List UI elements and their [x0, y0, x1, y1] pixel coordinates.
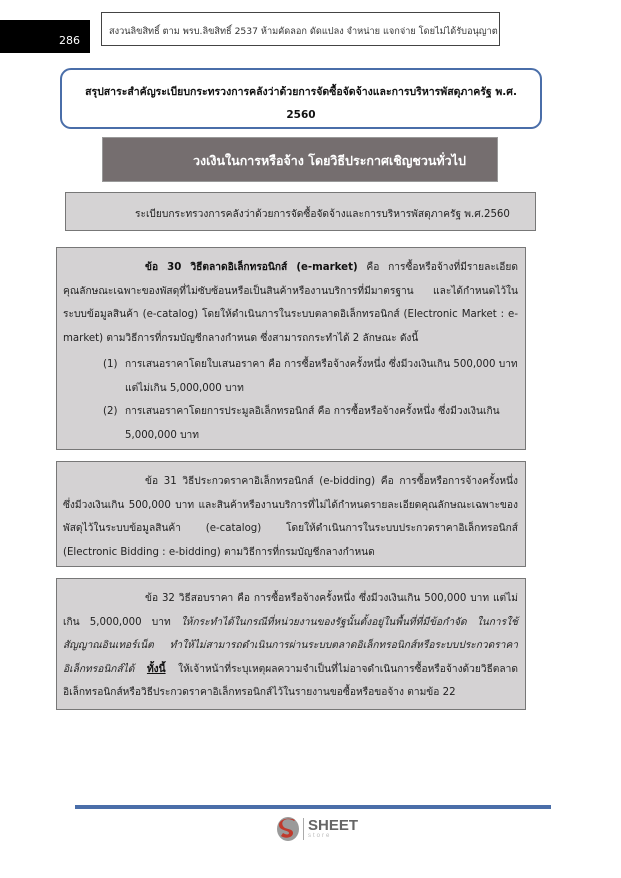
article-31-paragraph: ข้อ 31 วิธีประกวดราคาอิเล็กทรอนิกส์ (e-bidding) คือ การซื้อหรือการจ้างครั้งหนึ่ง ซึ่งมีวงเงินเกิน 500,000 บาท และสินค้าหรืองานบริการที่ไม่ได้กำหนดรายละเอียดคุณลักษณะเฉพาะของพัสดุไว้ในระบบข้อมูลสินค้า (e-catalog) โดยให้ดำเนินการในระบบประกวดราคาอิเล็กทรอนิกส์ (Electronic Bidding : e-bidding) ตามวิธีการที่กรมบัญชีกลางกำหนด	[63, 476, 518, 558]
list-item: (1) การเสนอราคาโดยใบเสนอราคา คือ การซื้อหรือจ้างครั้งหนึ่ง ซึ่งมีวงเงินเกิน 500,000 บาท แต่ไม่เกิน 5,000,000 บาท	[103, 359, 518, 394]
article-32-paragraph: ข้อ 32 วิธีสอบราคา คือ การซื้อหรือจ้างครั้งหนึ่ง ซึ่งมีวงเงินเกิน 500,000 บาท แต่ไม่เกิน 5,000,000 บาท ให้กระทำได้ในกรณีที่หน่วยงานของรัฐนั้นตั้งอยู่ในพื้นที่ที่มีข้อกำจัด ในการใช้สัญญาณอินเทอร์เน็ต ทำให้ไม่สามารถดำเนินการผ่านระบบตลาดอิเล็กทรอนิกส์หรือระบบประกวดราคาอิเล็กทรอนิกส์ได้ ทั้งนี้ ให้เจ้าหน้าที่ระบุเหตุผลความจำเป็นที่ไม่อาจดำเนินการซื้อหรือจ้างด้วยวิธีตลาดอิเล็กทรอนิกส์หรือวิธีประกวดราคาอิเล็กทรอนิกส์ไว้ในรายงานขอซื้อหรือขอจ้าง ตามข้อ 22	[63, 593, 518, 698]
section-article-30	[56, 247, 526, 450]
logo-separator	[303, 818, 304, 840]
title-line-1: สรุปสาระสำคัญระเบียบกระทรวงการคลังว่าด้วยการจัดซื้อจัดจ้างและการบริหารพัสดุภาครัฐ พ.ศ.	[85, 86, 517, 98]
regulation-subtitle: ระเบียบกระทรวงการคลังว่าด้วยการจัดซื้อจัดจ้างและการบริหารพัสดุภาครัฐ พ.ศ.2560	[65, 192, 536, 231]
article-30-heading: ข้อ 30 วิธีตลาดอิเล็กทรอนิกส์ (e-market)	[145, 262, 358, 273]
sheet-store-logo	[276, 813, 366, 845]
footer-divider	[75, 805, 551, 809]
section-article-32	[56, 578, 526, 710]
section-article-31	[56, 461, 526, 567]
title-line-2: 2560	[286, 109, 316, 121]
page-number: 286	[0, 20, 90, 53]
logo-text: SHEET store	[308, 816, 359, 839]
s-logo-icon	[276, 816, 300, 842]
emphasis-text: ทั้งนี้	[146, 663, 166, 675]
document-title	[60, 68, 542, 129]
copyright-notice: สงวนลิขสิทธิ์ ตาม พรบ.ลิขสิทธิ์ 2537 ห้ามคัดลอก ดัดแปลง จำหน่าย แจกจ่าย โดยไม่ได้รับอนุญาต	[101, 12, 500, 46]
section-banner: วงเงินในการหรือจ้าง โดยวิธีประกาศเชิญชวนทั่วไป	[102, 137, 498, 182]
article-30-paragraph: ข้อ 30 วิธีตลาดอิเล็กทรอนิกส์ (e-market) คือ การซื้อหรือจ้างที่มีรายละเอียดคุณลักษณะเฉพาะของพัสดุที่ไม่ซับซ้อนหรือเป็นสินค้าหรืองานบริการที่มีมาตรฐาน และได้กำหนดไว้ในระบบข้อมูลสินค้า (e-catalog) โดยให้ดำเนินการในระบบตลาดอิเล็กทรอนิกส์ (Electronic Market : e-market) ตามวิธีการที่กรมบัญชีกลางกำหนด ซึ่งสามารถกระทำได้ 2 ลักษณะ ดังนี้	[63, 262, 518, 344]
list-item: (2) การเสนอราคาโดยการประมูลอิเล็กทรอนิกส์ คือ การซื้อหรือจ้างครั้งหนึ่ง ซึ่งมีวงเงินเกิน 5,000,000 บาท	[103, 406, 500, 441]
